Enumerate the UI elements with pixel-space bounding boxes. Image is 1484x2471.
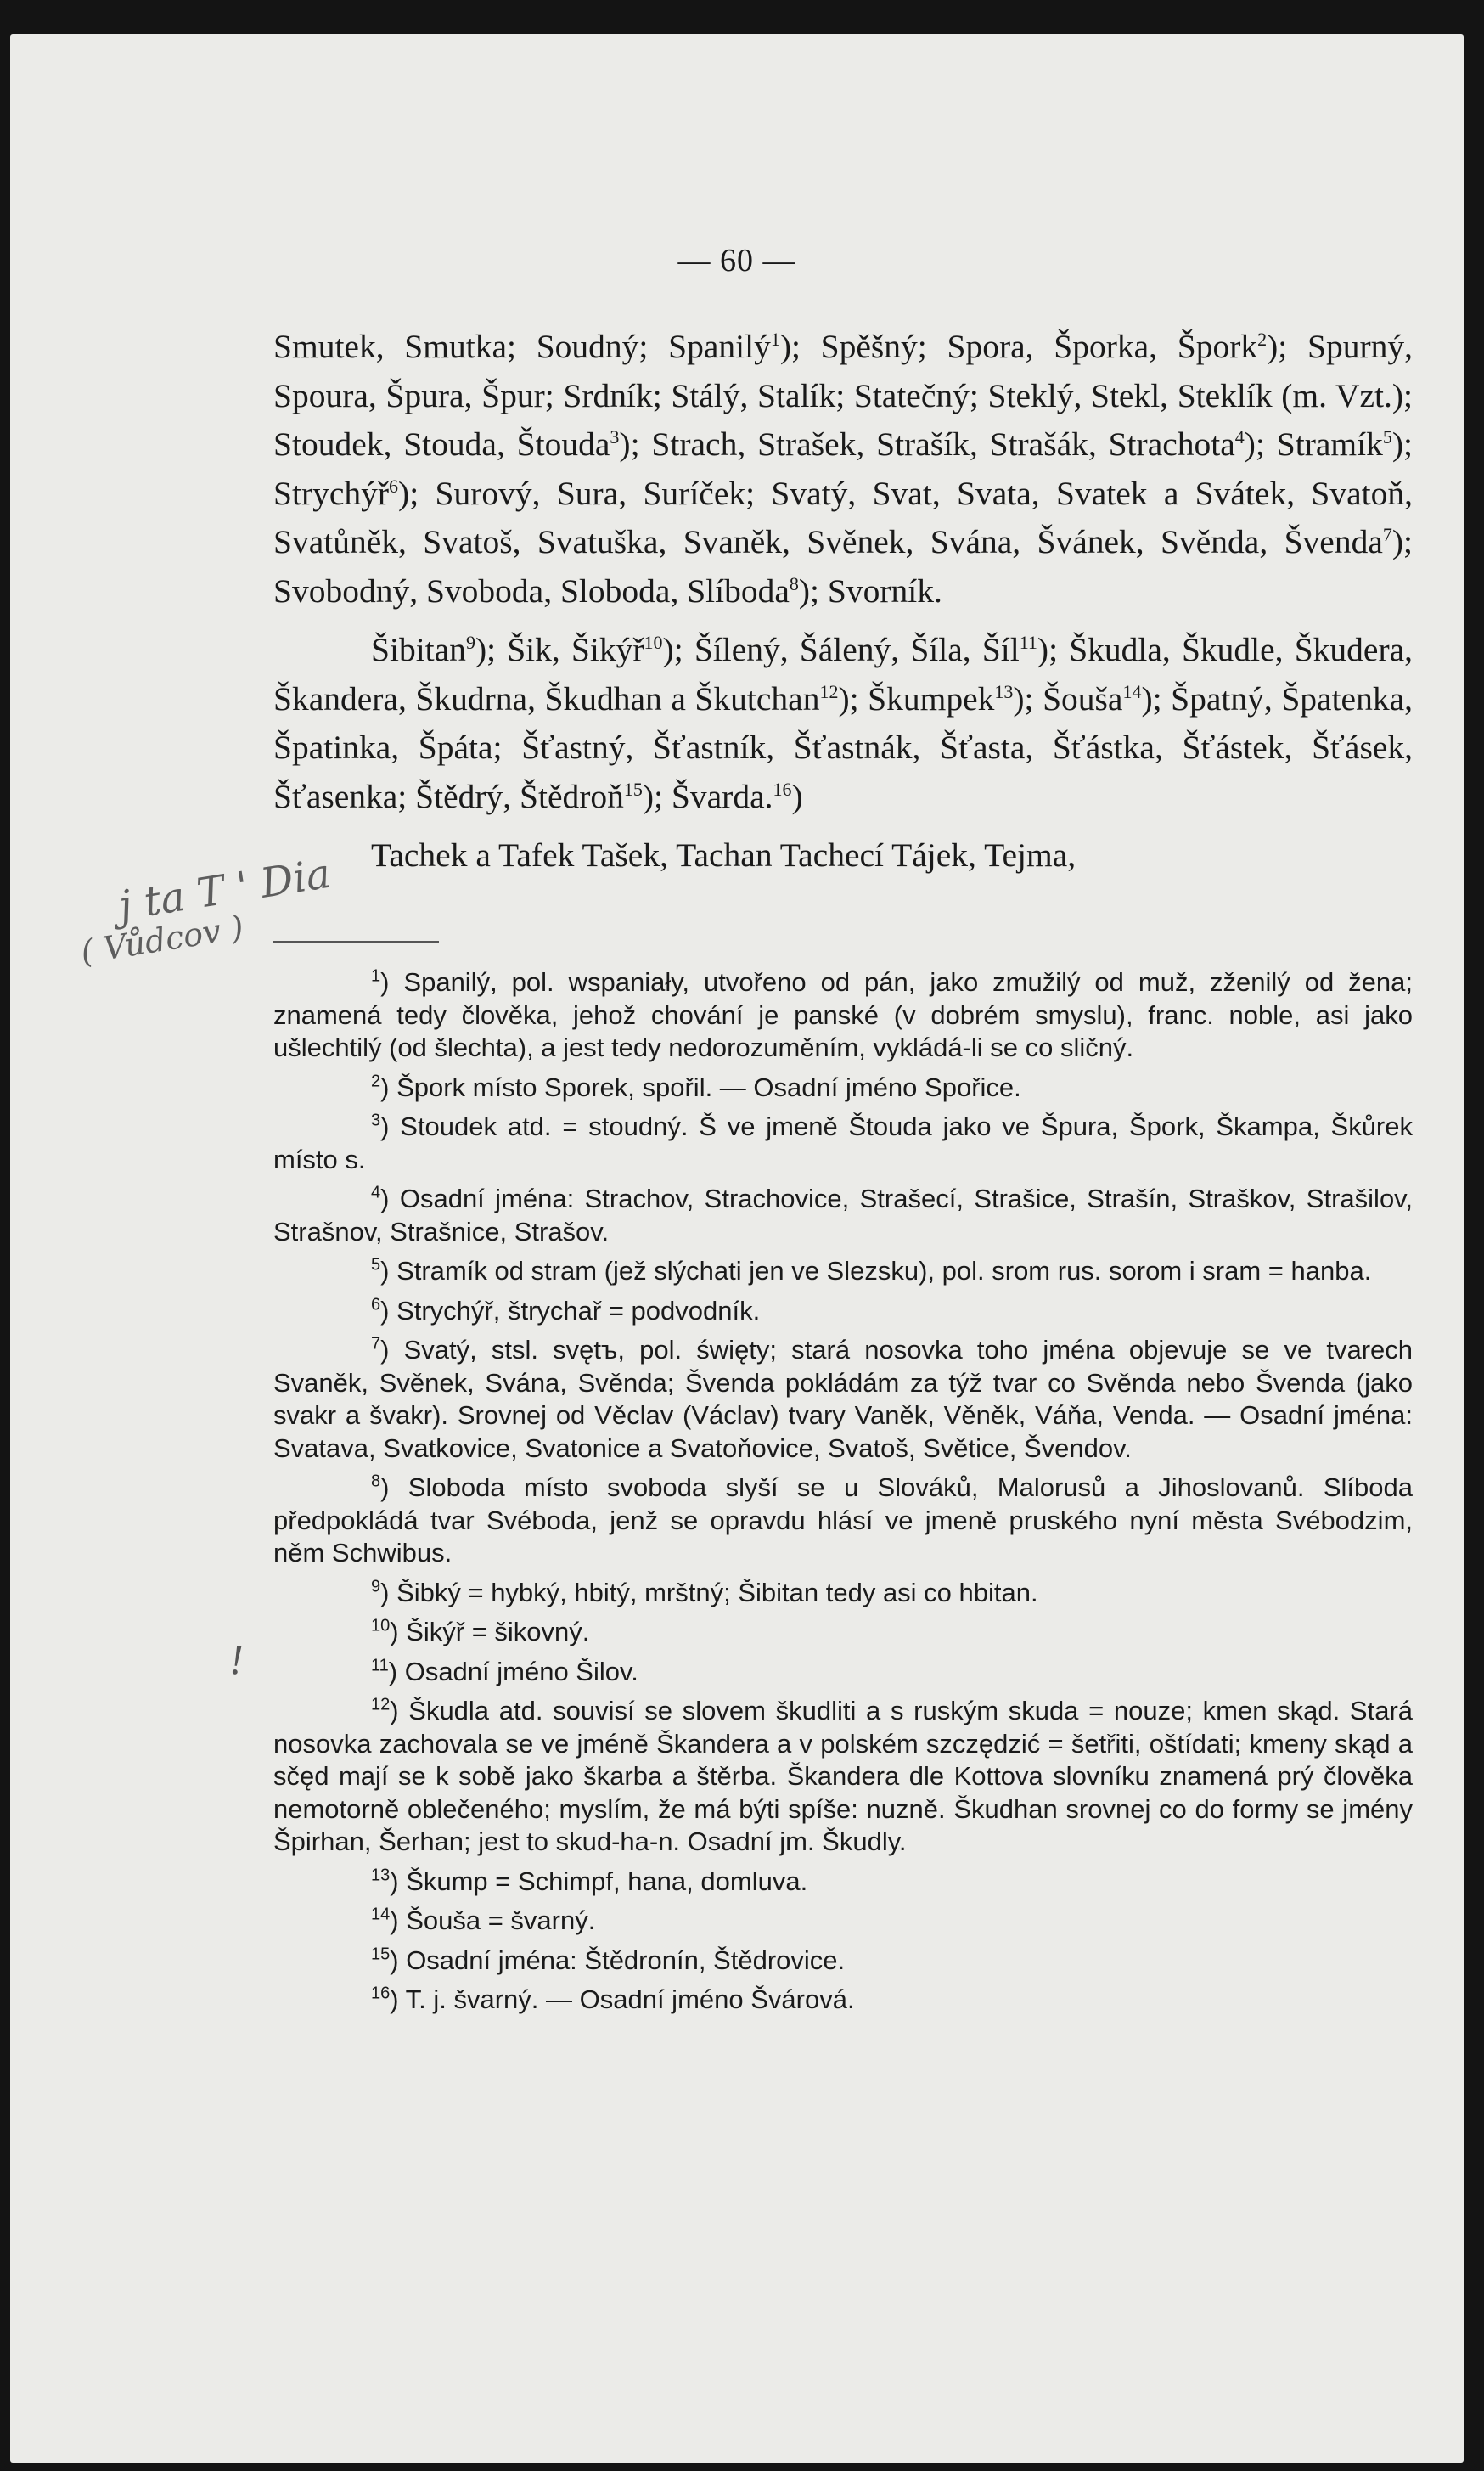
footnote-text: Svatý, stsl. svętъ, pol. święty; stará nosovka toho jména objevuje se ve tvarech Svaněk, Svěnek, Svána, Svěnda; Švenda pokládám za týž tvar co Svěnda nebo Švenda (jako svakr a švakr). Srovnej od Věclav (Václav) tvary Vaněk, Věněk, Váňa, Venda. — Osadní jména: Svatava, Svatkovice, Svatonice a Svatoňovice, Svatoš, Světice, Švendov. xyxy=(273,1335,1413,1463)
main-paragraph xyxy=(273,323,1413,616)
footnote-number: 9 xyxy=(371,1577,381,1596)
footnote-paren: ) xyxy=(380,1112,401,1141)
footnote-number: 7 xyxy=(371,1334,381,1354)
footnote-text: Spanilý, pol. wspaniały, utvořeno od pán, jako zmužilý od muž, zženilý od žena; znamená tedy člověka, jehož chování je panské (v dobrém smyslu), franc. noble, asi jako ušlechtilý (od šlechta), a jest tedy nedorozuměním, vykládá-li se co sličný. xyxy=(273,967,1413,1062)
main-text-run: ); Škudla, Škudle, Škudera, Škandera, Škudrna, Škudhan a Škutchan xyxy=(273,631,1414,718)
footnote-reference: 15 xyxy=(623,778,643,800)
footnote-paren: ) xyxy=(380,1072,397,1102)
footnote xyxy=(273,1984,1413,2017)
footnote xyxy=(273,1905,1413,1938)
footnote xyxy=(273,1656,1413,1689)
footnote-number: 11 xyxy=(371,1656,389,1675)
footnote-reference: 12 xyxy=(819,680,839,702)
footnote-reference: 1 xyxy=(770,328,780,350)
main-text-run: ); Spurný, Spoura, Špura, Špur; Srdník; Stálý, Stalík; Statečný; Steklý, Stekl, Steklík (m. Vzt.); Stoudek, Stouda, Štouda xyxy=(273,328,1414,463)
main-text-run: ); Švarda. xyxy=(642,777,773,815)
margin-exclamation-mark: ! xyxy=(229,1635,244,1683)
footnote xyxy=(273,1334,1413,1465)
main-text-run: Šibitan xyxy=(371,631,466,668)
footnote-paren: ) xyxy=(390,1984,406,2014)
footnote-paren: ) xyxy=(380,1577,397,1607)
footnote-paren: ) xyxy=(390,1617,407,1646)
main-text-run: ); Šílený, Šálený, Šíla, Šíl xyxy=(662,631,1020,668)
footnote-text: Stramík od stram (jež slýchati jen ve Slezsku), pol. srom rus. sorom i sram = hanba. xyxy=(396,1256,1372,1286)
footnote-number: 8 xyxy=(371,1472,381,1491)
main-text-run: ); Škumpek xyxy=(838,679,995,718)
main-text-run: ); Špatný, Špatenka, Špatinka, Špáta; Šťastný, Šťastník, Šťastnák, Šťasta, Šťástka, Šťástek, Šťásek, Šťasenka; Štědrý, Štědroň xyxy=(273,679,1414,815)
footnote-reference: 9 xyxy=(465,631,475,653)
main-text-run: Tachek a Tafek Tašek, Tachan Tachecí Tájek, Tejma, xyxy=(371,836,1076,874)
footnote-text: Šikýř = šikovný. xyxy=(406,1617,590,1646)
footnote-reference: 16 xyxy=(773,778,792,800)
footnote-reference: 11 xyxy=(1019,631,1037,653)
footnote-number: 4 xyxy=(371,1183,381,1202)
footnote-reference: 5 xyxy=(1382,425,1392,447)
main-text-run: ); Stramík xyxy=(1244,425,1383,463)
footnote-divider xyxy=(273,941,439,943)
footnote xyxy=(273,1111,1413,1176)
handwritten-annotation: j ta T ' Dia xyxy=(115,849,334,931)
footnote-reference: 14 xyxy=(1122,680,1142,702)
footnote-paren: ) xyxy=(380,1256,397,1286)
footnote-text: Škump = Schimpf, hana, domluva. xyxy=(406,1866,808,1896)
footnote-reference: 8 xyxy=(789,572,799,594)
footnote-text: Osadní jméno Šilov. xyxy=(404,1656,638,1686)
footnote-paren: ) xyxy=(390,1696,409,1725)
footnote xyxy=(273,966,1413,1065)
footnote-paren: ) xyxy=(380,1184,400,1213)
footnote-text: Strychýř, štrychař = podvodník. xyxy=(396,1295,761,1326)
footnote-number: 15 xyxy=(371,1945,391,1964)
footnote-number: 5 xyxy=(371,1255,381,1275)
footnote xyxy=(273,1295,1413,1328)
main-text-run: Smutek, Smutka; Soudný; Spanilý xyxy=(273,328,771,365)
footnote-text: Šibký = hybký, hbitý, mrštný; Šibitan tedy asi co hbitan. xyxy=(396,1577,1038,1607)
footnote xyxy=(273,1616,1413,1649)
main-text-run: ); Surový, Sura, Suríček; Svatý, Svat, Svata, Svatek a Svátek, Svatoň, Svatůněk, Svatoš, Svatuška, Svaněk, Svěnek, Svána, Švánek, Svěnda, Švenda xyxy=(273,474,1413,560)
footnote-text: Osadní jména: Strachov, Strachovice, Strašecí, Strašice, Strašín, Straškov, Strašilov, Strašnov, Strašnice, Strašov. xyxy=(273,1184,1413,1247)
footnote xyxy=(273,1183,1413,1248)
main-text-run: ); Strychýř xyxy=(273,425,1413,512)
footnote-reference: 6 xyxy=(389,475,399,497)
footnote-number: 6 xyxy=(371,1295,381,1314)
footnote-number: 2 xyxy=(371,1072,381,1091)
main-text-run: ); Šik, Šikýř xyxy=(475,631,644,668)
footnote xyxy=(273,1866,1413,1899)
main-text-run: ) xyxy=(791,777,803,815)
footnote-text: Sloboda místo svoboda slyší se u Slováků, Malorusů a Jihoslovanů. Slíboda předpokládá tvar Svéboda, jenž se opravdu hlásí ve jmeně pruského nyní města Svébodzim, něm Schwibus. xyxy=(273,1472,1414,1568)
main-paragraph xyxy=(273,626,1413,821)
footnote-number: 10 xyxy=(371,1616,391,1635)
footnote-number: 1 xyxy=(371,966,381,986)
book-page xyxy=(10,34,1464,2463)
footnote xyxy=(273,1072,1413,1105)
handwritten-annotation-2: ( Vůdcov ) xyxy=(78,908,246,971)
main-text-run: ); Svobodný, Svoboda, Sloboda, Slíboda xyxy=(273,523,1413,610)
footnote-reference: 4 xyxy=(1234,425,1245,447)
footnote xyxy=(273,1577,1413,1610)
footnote-paren: ) xyxy=(390,1905,407,1935)
main-text xyxy=(273,323,1413,881)
footnotes xyxy=(273,966,1413,2024)
footnote-paren: ) xyxy=(380,1295,397,1326)
footnote-paren: ) xyxy=(380,967,404,997)
footnote-text: Škudla atd. souvisí se slovem škudliti a s ruským skuda = nouze; kmen skąd. Stará nosovka zachovala se ve jméně Škandera a v polském szczędzić = šetřiti, oštídati; kmeny skąd a sčęd mají se k sobě jako škarba a štěrba. Škandera dle Kottova slovníku znamená prý člověka nemotorně oblečeného; myslím, že má býti spíše: nuzně. Škudhan srovnej co do formy se jmény Špirhan, Šerhan; jest to skud-ha-n. Osadní jm. Škudly. xyxy=(273,1696,1414,1856)
footnote-paren: ) xyxy=(390,1866,407,1896)
footnote-paren: ) xyxy=(390,1945,407,1975)
footnote-text: Osadní jména: Štědronín, Štědrovice. xyxy=(406,1945,846,1975)
footnote-reference: 7 xyxy=(1382,523,1392,545)
footnote-reference: 3 xyxy=(610,425,620,447)
footnote-text: T. j. švarný. — Osadní jméno Švárová. xyxy=(405,1984,855,2014)
footnote-text: Stoudek atd. = stoudný. Š ve jmeně Štouda jako ve Špura, Špork, Škampa, Škůrek místo s. xyxy=(273,1112,1413,1174)
main-text-run: ); Spěšný; Spora, Šporka, Špork xyxy=(779,328,1258,365)
footnote-paren: ) xyxy=(388,1656,405,1686)
footnote-number: 14 xyxy=(371,1905,391,1924)
footnote xyxy=(273,1472,1413,1570)
footnote xyxy=(273,1255,1413,1288)
footnote-number: 12 xyxy=(371,1695,391,1714)
footnote-reference: 2 xyxy=(1257,328,1268,350)
footnote xyxy=(273,1945,1413,1978)
main-text-run: ); Svorník. xyxy=(798,571,942,610)
main-paragraph xyxy=(273,831,1413,881)
footnote xyxy=(273,1695,1413,1859)
page-number: — 60 — xyxy=(677,243,796,279)
footnote-number: 13 xyxy=(371,1866,391,1885)
footnote-text: Šouša = švarný. xyxy=(406,1905,596,1935)
footnote-paren: ) xyxy=(380,1472,408,1502)
footnote-number: 16 xyxy=(371,1984,391,2003)
footnote-reference: 13 xyxy=(994,680,1014,702)
footnote-number: 3 xyxy=(371,1111,381,1130)
main-text-run: ); Šouša xyxy=(1013,679,1123,718)
footnote-paren: ) xyxy=(380,1335,404,1365)
footnote-text: Špork místo Sporek, spořil. — Osadní jméno Spořice. xyxy=(396,1072,1021,1102)
footnote-reference: 10 xyxy=(644,631,663,653)
main-text-run: ); Strach, Strašek, Strašík, Strašák, Strachota xyxy=(619,425,1235,463)
